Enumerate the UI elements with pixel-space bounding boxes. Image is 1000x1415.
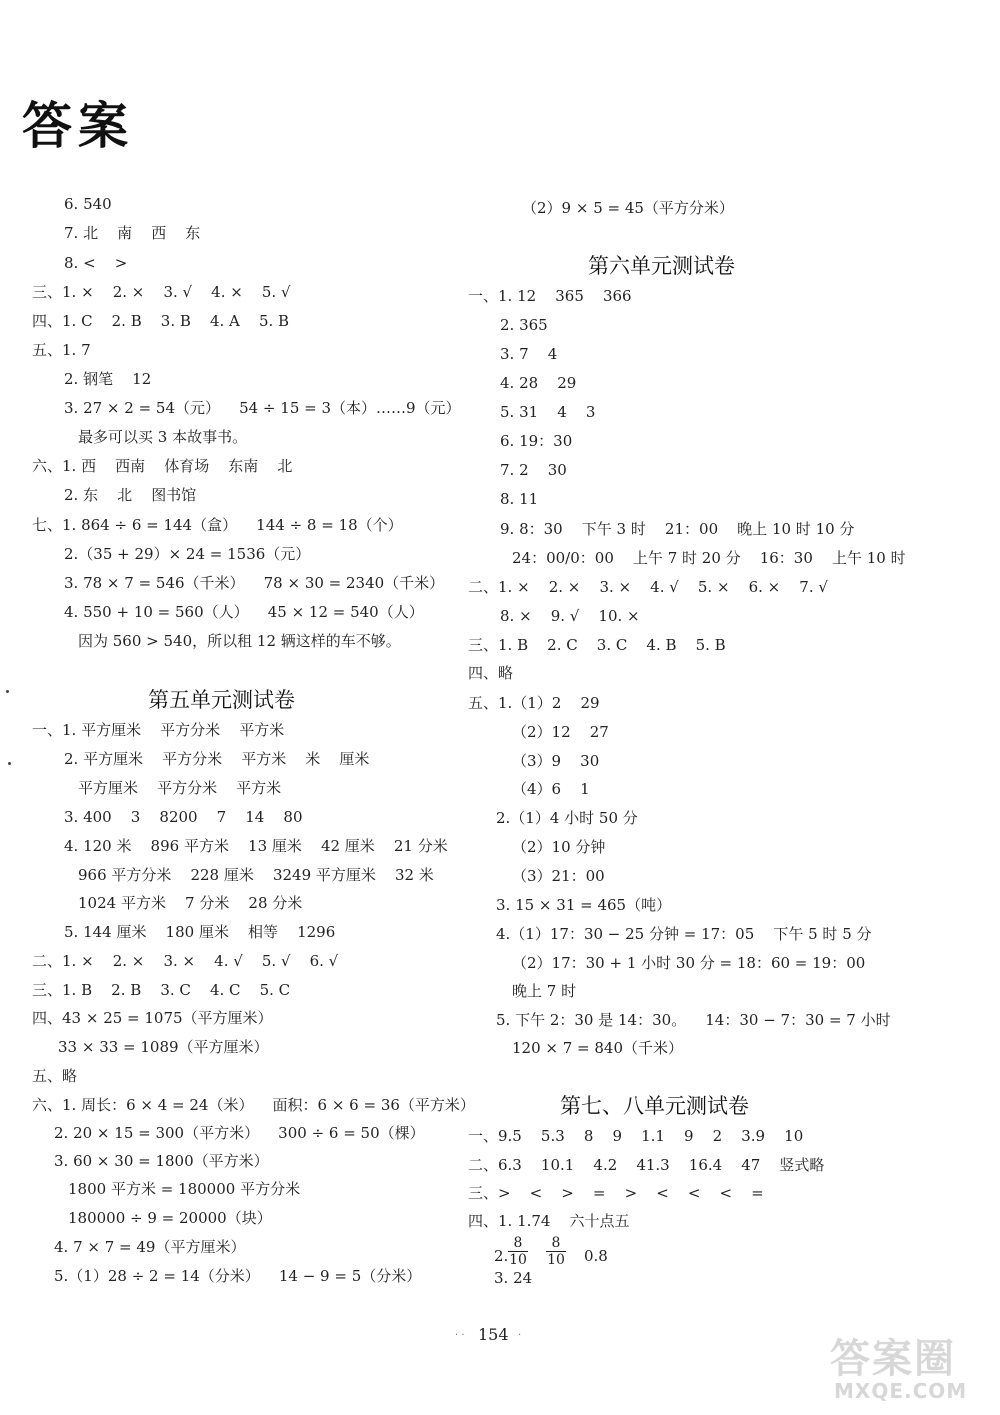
- answer-line: 一、1. 12 365 366: [468, 287, 632, 305]
- answer-line: 2. 365: [500, 316, 548, 334]
- answer-line: 4. 28 29: [500, 374, 577, 392]
- answer-line: 最多可以买 3 本故事书。: [78, 428, 248, 446]
- watermark-url: MXQE.COM: [834, 1379, 968, 1403]
- fraction-numerator: 8: [551, 1235, 561, 1251]
- answer-line: 4. 120 米 896 平方米 13 厘米 42 厘米 21 分米: [64, 837, 448, 855]
- answer-line: 一、1. 平方厘米 平方分米 平方米: [32, 721, 285, 739]
- answer-line: 6. 540: [64, 195, 112, 213]
- margin-mark: [6, 690, 9, 693]
- answer-line: 5. 31 4 3: [500, 403, 596, 421]
- answer-line: （2）10 分钟: [512, 838, 606, 856]
- answer-line: 2.（35 + 29）× 24 = 1536（元）: [64, 545, 311, 563]
- answer-line: 三、1. B 2. C 3. C 4. B 5. B: [468, 636, 726, 654]
- answer-line: 4.（1）17：30 − 25 分钟 = 17：05 下午 5 时 5 分: [496, 925, 872, 943]
- answer-line: （2）12 27: [512, 723, 609, 741]
- watermark: [830, 1327, 992, 1409]
- answer-line: 120 × 7 = 840（千米）: [512, 1039, 684, 1057]
- section-heading: 第五单元测试卷: [148, 688, 295, 712]
- answer-line: （3）9 30: [512, 752, 600, 770]
- answer-line: 3. 27 × 2 = 54（元） 54 ÷ 15 = 3（本）……9（元）: [64, 399, 461, 417]
- page-number: 154: [478, 1325, 509, 1344]
- answer-line: 8. 11: [500, 490, 539, 508]
- page-title: 答案: [22, 97, 134, 155]
- answer-line: 24：00/0：00 上午 7 时 20 分 16：30 上午 10 时: [512, 549, 906, 567]
- answer-line: 四、43 × 25 = 1075（平方厘米）: [32, 1009, 273, 1027]
- answer-line: 3. 15 × 31 = 465（吨）: [496, 896, 672, 914]
- answer-line: 0.8: [584, 1247, 608, 1265]
- answer-line: 2. 东 北 图书馆: [64, 486, 197, 504]
- fraction: [546, 1235, 566, 1268]
- answer-line: 1800 平方米 = 180000 平方分米: [68, 1180, 301, 1198]
- answer-line: 33 × 33 = 1089（平方厘米）: [58, 1038, 269, 1056]
- answer-line: （2）17：30 + 1 小时 30 分 = 18：60 = 19：00: [512, 954, 866, 972]
- answer-line: 七、1. 864 ÷ 6 = 144（盒） 144 ÷ 8 = 18（个）: [32, 516, 403, 534]
- section-heading: 第六单元测试卷: [588, 254, 735, 278]
- answer-line: 四、略: [468, 664, 514, 682]
- page-number-dots: ·: [518, 1330, 522, 1341]
- answer-line: 3. 7 4: [500, 345, 558, 363]
- answer-line: 因为 560 > 540，所以租 12 辆这样的车不够。: [78, 632, 401, 650]
- answer-line: （3）21：00: [512, 867, 605, 885]
- answer-line: 五、1. 7: [32, 341, 91, 359]
- answer-line: （4）6 1: [512, 780, 590, 798]
- answer-line: 2. 20 × 15 = 300（平方米） 300 ÷ 6 = 50（棵）: [54, 1124, 425, 1142]
- answer-line: 2. 钢笔 12: [64, 370, 152, 388]
- answer-line: 六、1. 西 西南 体育场 东南 北: [32, 457, 293, 475]
- fraction-numerator: 8: [513, 1235, 523, 1251]
- answer-line: 3. 60 × 30 = 1800（平方米）: [54, 1152, 269, 1170]
- answer-line: 180000 ÷ 9 = 20000（块）: [68, 1209, 272, 1227]
- answer-line: 3. 400 3 8200 7 14 80: [64, 808, 303, 826]
- watermark-logo: 答案圈: [830, 1336, 956, 1382]
- answer-line: 五、略: [32, 1067, 78, 1085]
- fraction-denominator: 10: [509, 1252, 527, 1268]
- answer-line: 4. 550 + 10 = 560（人） 45 × 12 = 540（人）: [64, 603, 424, 621]
- answer-line: 三、1. B 2. B 3. C 4. C 5. C: [32, 981, 291, 999]
- answer-line: 二、6.3 10.1 4.2 41.3 16.4 47 竖式略: [468, 1156, 825, 1174]
- answer-line: 3. 78 × 7 = 546（千米） 78 × 30 = 2340（千米）: [64, 574, 445, 592]
- margin-mark: [8, 762, 11, 765]
- answer-line: 8. < >: [64, 254, 128, 272]
- answer-line: 7. 2 30: [500, 461, 567, 479]
- answer-line: 平方厘米 平方分米 平方米: [78, 779, 282, 797]
- answer-line: 1024 平方米 7 分米 28 分米: [78, 894, 303, 912]
- answer-line: 966 平方分米 228 厘米 3249 平方厘米 32 米: [78, 866, 434, 884]
- answer-line: 5.（1）28 ÷ 2 = 14（分米） 14 − 9 = 5（分米）: [54, 1267, 422, 1285]
- fraction-denominator: 10: [547, 1252, 565, 1268]
- answer-line: 四、1. C 2. B 3. B 4. A 5. B: [32, 312, 290, 330]
- answer-line: 6. 19：30: [500, 432, 573, 450]
- answer-line: 五、1.（1）2 29: [468, 694, 600, 712]
- answer-line: 9. 8：30 下午 3 时 21：00 晚上 10 时 10 分: [500, 520, 855, 538]
- answer-line: 5. 下午 2：30 是 14：30。 14：30 − 7：30 = 7 小时: [496, 1011, 891, 1029]
- answer-line: 六、1. 周长：6 × 4 = 24（米） 面积：6 × 6 = 36（平方米）: [32, 1096, 475, 1114]
- answer-line: 7. 北 南 西 东: [64, 224, 201, 242]
- answer-line: 晚上 7 时: [512, 982, 577, 1000]
- answer-line: 2.: [494, 1247, 509, 1265]
- answer-line: 四、1. 1.74 六十点五: [468, 1212, 630, 1230]
- answer-line: 3. 24: [494, 1269, 533, 1287]
- fraction: [508, 1235, 528, 1268]
- answer-line: 二、1. × 2. × 3. × 4. √ 5. √ 6. √: [32, 952, 339, 970]
- answer-line: 4. 7 × 7 = 49（平方厘米）: [54, 1238, 246, 1256]
- answer-line: （2）9 × 5 = 45（平方分米）: [522, 199, 734, 217]
- answer-line: 一、9.5 5.3 8 9 1.1 9 2 3.9 10: [468, 1127, 804, 1145]
- section-heading: 第七、八单元测试卷: [560, 1094, 749, 1118]
- answer-line: 5. 144 厘米 180 厘米 相等 1296: [64, 923, 336, 941]
- page-number-dots: · ·: [455, 1330, 465, 1341]
- answer-line: 2.（1）4 小时 50 分: [496, 809, 638, 827]
- answer-line: 2. 平方厘米 平方分米 平方米 米 厘米: [64, 750, 370, 768]
- answer-line: 二、1. × 2. × 3. × 4. √ 5. × 6. × 7. √: [468, 578, 828, 596]
- answer-line: 三、> < > = > < < < =: [468, 1184, 764, 1202]
- answer-line: 三、1. × 2. × 3. √ 4. × 5. √: [32, 283, 291, 301]
- answer-line: 8. × 9. √ 10. ×: [500, 607, 640, 625]
